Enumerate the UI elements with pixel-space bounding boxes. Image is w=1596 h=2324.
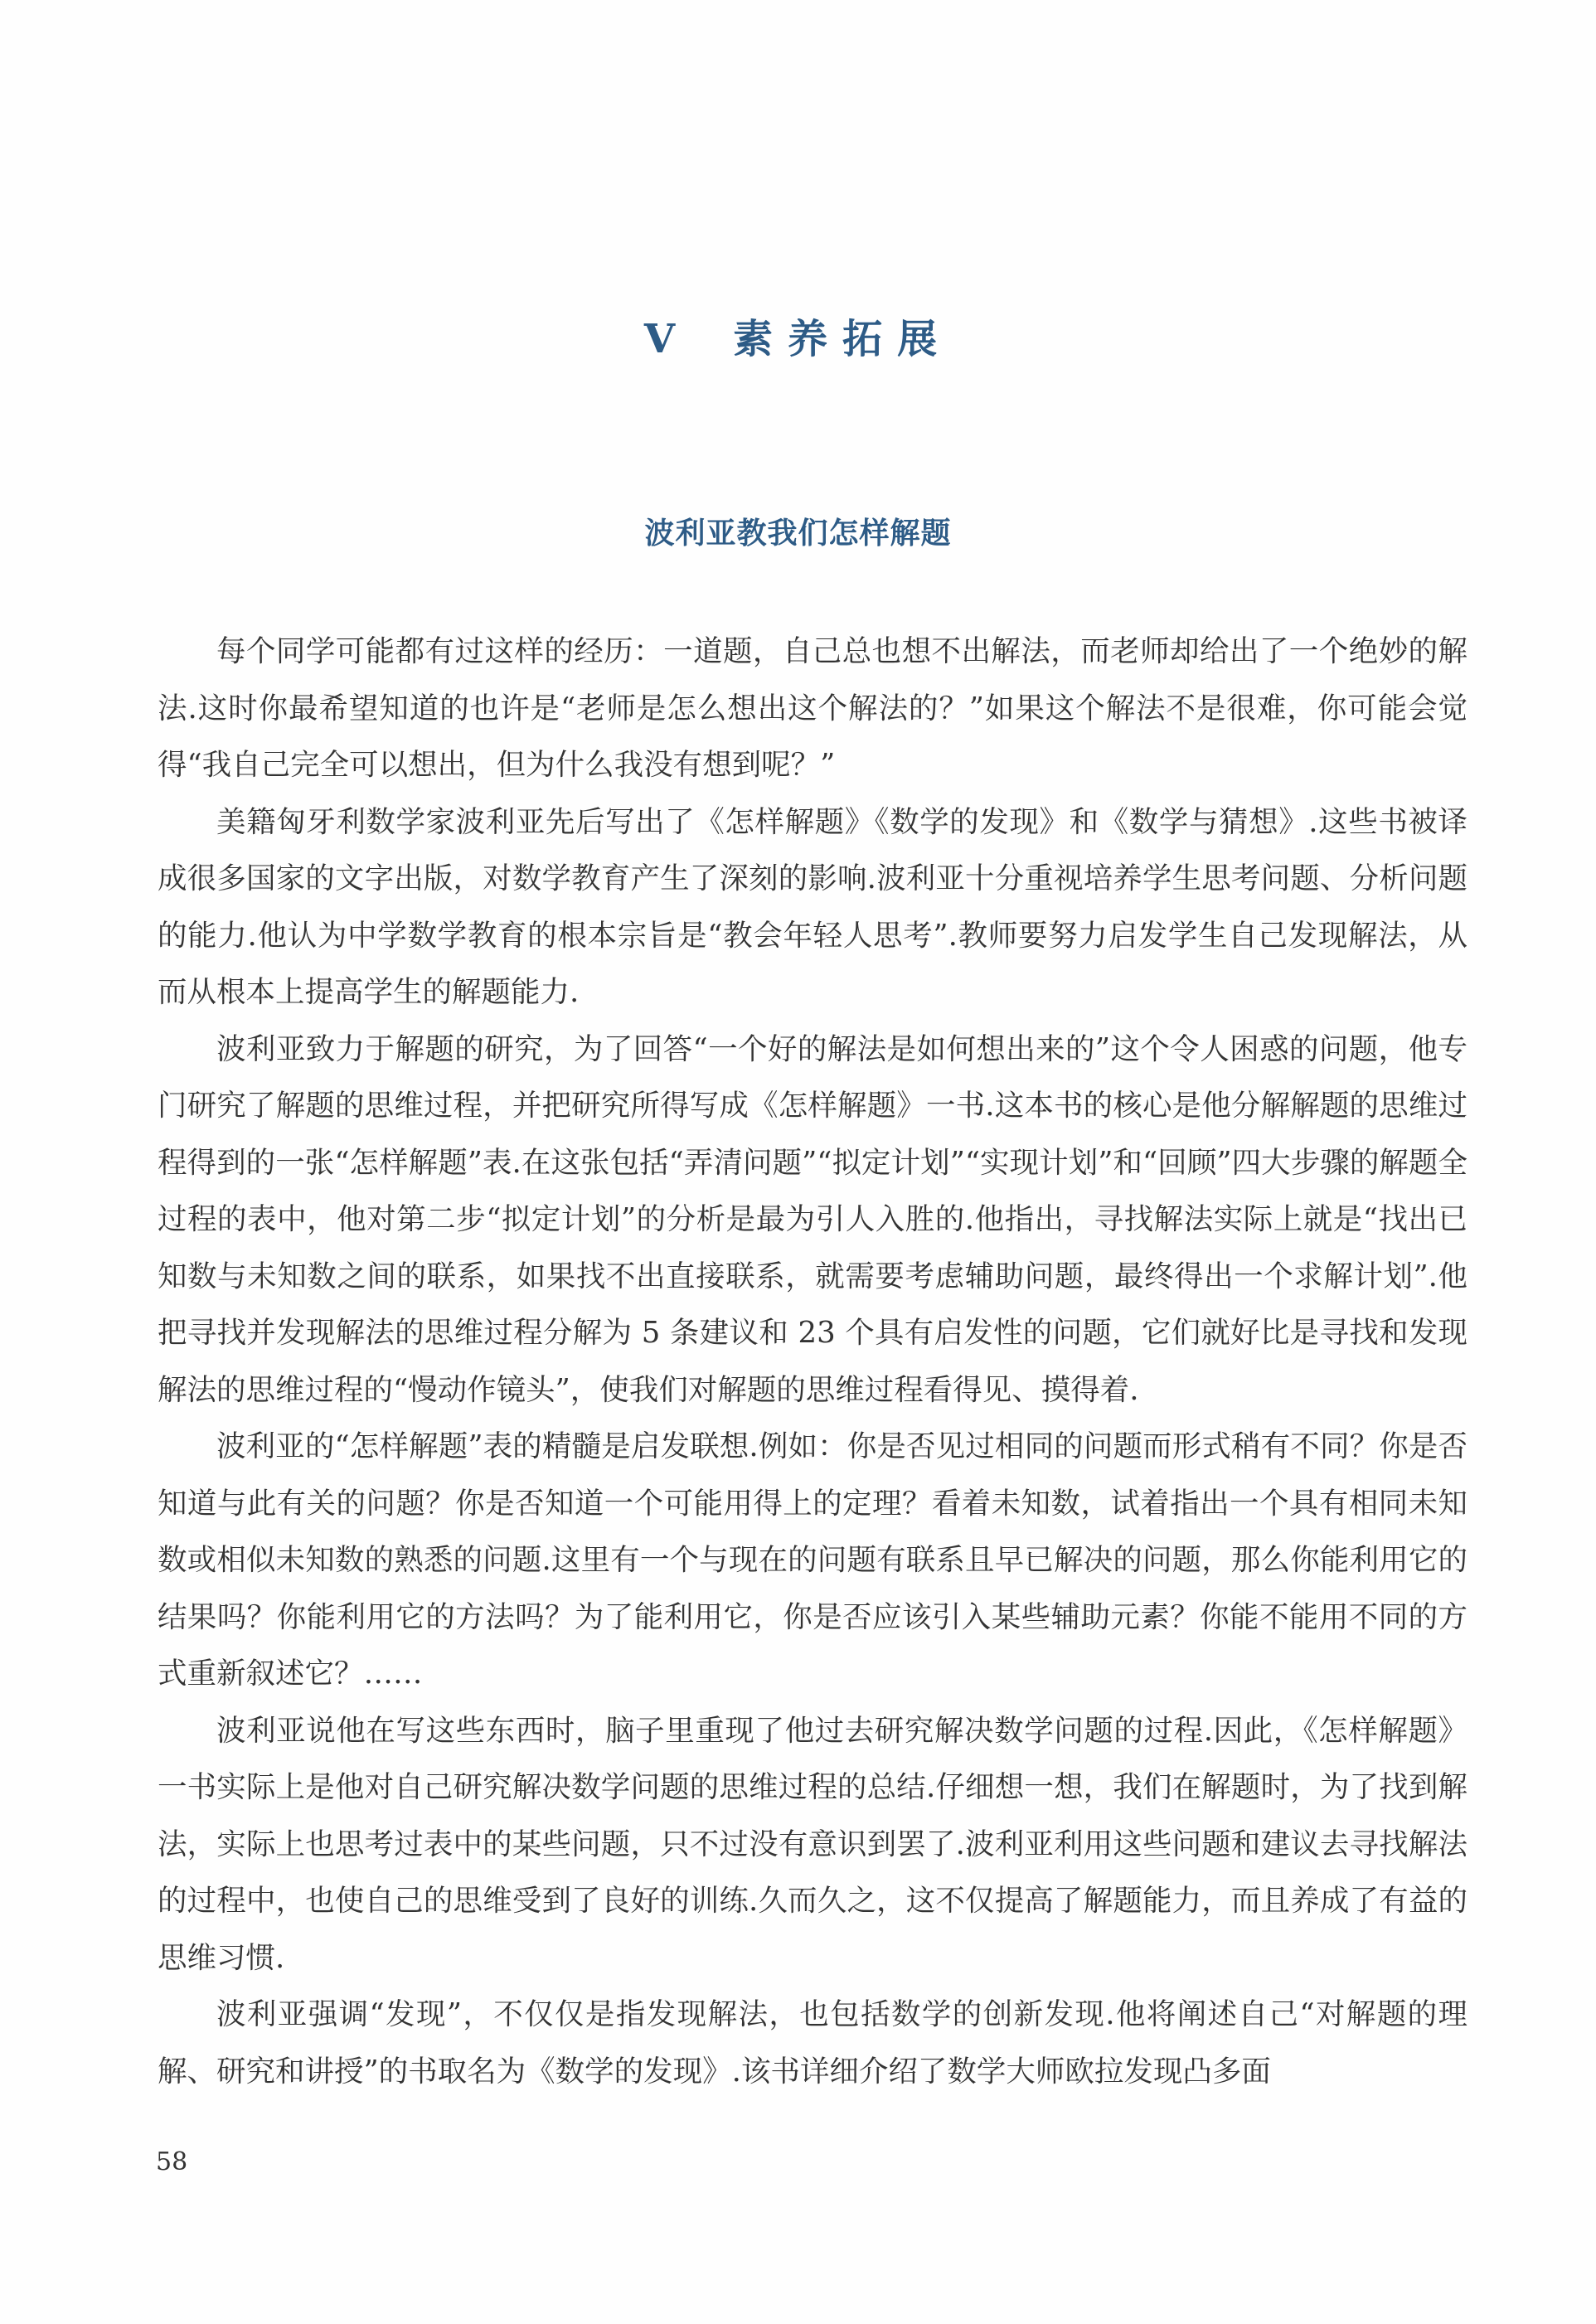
paragraph: 波利亚的“怎样解题”表的精髓是启发联想.例如：你是否见过相同的问题而形式稍有不同？你是否知道与此有关的问题？你是否知道一个可能用得上的定理？看着未知数，试着指出一个具有相同未知数或相似未知数的熟悉的问题.这里有一个与现在的问题有联系且早已解决的问题，那么你能利用它的结果吗？你能利用它的方法吗？为了能利用它，你是否应该引入某些辅助元素？你能不能用不同的方式重新叙述它？…… <box>158 1429 1467 1691</box>
section-number: V <box>643 316 676 362</box>
section-title: 素养拓展 <box>733 316 953 362</box>
paragraph: 波利亚强调“发现”，不仅仅是指发现解法，也包括数学的创新发现.他将阐述自己“对解题的理解、研究和讲授”的书取名为《数学的发现》.该书详细介绍了数学大师欧拉发现凸多面 <box>158 1997 1467 2089</box>
paragraph: 波利亚致力于解题的研究，为了回答“一个好的解法是如何想出来的”这个令人困惑的问题，他专门研究了解题的思维过程，并把研究所得写成《怎样解题》一书.这本书的核心是他分解解题的思维过程得到的一张“怎样解题”表.在这张包括“弄清问题”“拟定计划”“实现计划”和“回顾”四大步骤的解题全过程的表中，他对第二步“拟定计划”的分析是最为引人入胜的.他指出，寻找解法实际上就是“找出已知数与未知数之间的联系，如果找不出直接联系，就需要考虑辅助问题，最终得出一个求解计划”.他把寻找并发现解法的思维过程分解为 5 条建议和 23 个具有启发性的问题，它们就好比是寻找和发现解法的思维过程的“慢动作镜头”，使我们对解题的思维过程看得见、摸得着. <box>158 1031 1467 1407</box>
paragraph: 美籍匈牙利数学家波利亚先后写出了《怎样解题》《数学的发现》和《数学与猜想》.这些书被译成很多国家的文字出版，对数学教育产生了深刻的影响.波利亚十分重视培养学生思考问题、分析问题的能力.他认为中学数学教育的根本宗旨是“教会年轻人思考”.教师要努力启发学生自己发现解法，从而从根本上提高学生的解题能力. <box>158 804 1467 1009</box>
section-heading <box>0 307 1596 364</box>
paragraph: 波利亚说他在写这些东西时，脑子里重现了他过去研究解决数学问题的过程.因此，《怎样解题》一书实际上是他对自己研究解决数学问题的思维过程的总结.仔细想一想，我们在解题时，为了找到解法，实际上也思考过表中的某些问题，只不过没有意识到罢了.波利亚利用这些问题和建议去寻找解法的过程中，也使自己的思维受到了良好的训练.久而久之，这不仅提高了解题能力，而且养成了有益的思维习惯. <box>158 1713 1467 1975</box>
paragraph: 每个同学可能都有过这样的经历：一道题，自己总也想不出解法，而老师却给出了一个绝妙的解法.这时你最希望知道的也许是“老师是怎么想出这个解法的？”如果这个解法不是很难，你可能会觉得“我自己完全可以想出，但为什么我没有想到呢？” <box>158 634 1467 782</box>
article-title: 波利亚教我们怎样解题 <box>644 517 952 551</box>
article-body <box>158 623 1467 2100</box>
page-number: 58 <box>156 2147 188 2176</box>
